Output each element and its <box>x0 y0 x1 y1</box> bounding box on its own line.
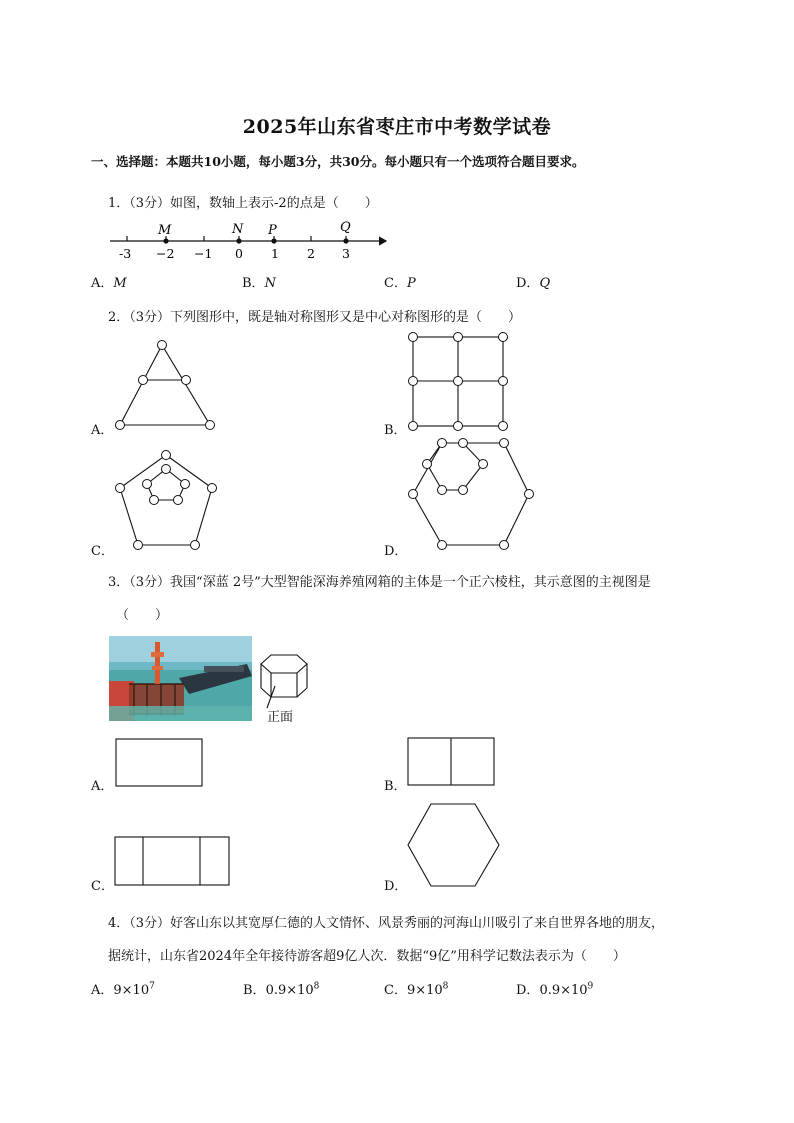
question-4-stem-line2: 据统计，山东省2024年全年接待游客超9亿人次．数据“9亿”用科学记数法表示为（ ） <box>108 949 626 964</box>
q2-figure-c <box>112 445 222 553</box>
q2-option-c[interactable]: C． <box>91 544 114 559</box>
q1-option-b[interactable]: B．N <box>242 276 276 291</box>
q3-option-c[interactable]: C． <box>91 879 114 894</box>
tick-label: −1 <box>194 246 213 261</box>
question-4-stem-line1: 4．（3分）好客山东以其宽厚仁德的人文情怀、风景秀丽的河海山川吸引了来自世界各地的朋友， <box>108 916 665 931</box>
q1-option-c[interactable]: C．P <box>384 276 416 291</box>
q2-figure-d <box>405 435 535 553</box>
q3-figure-c <box>113 835 233 890</box>
q2-option-b[interactable]: B． <box>384 423 407 438</box>
question-1-stem: 1．（3分）如图，数轴上表示-2的点是（ ） <box>108 196 378 211</box>
tick-label: 1 <box>271 246 279 261</box>
q2-figure-a <box>110 335 220 430</box>
q4-option-a[interactable]: A．$9\times 10^7$ <box>91 981 155 998</box>
q4-option-b[interactable]: B．$0.9\times 10^8$ <box>243 981 320 998</box>
tick-label: −2 <box>156 246 175 261</box>
q1-option-a[interactable]: A．M <box>91 276 127 291</box>
label-q: Q <box>340 220 351 235</box>
point-n <box>236 238 241 243</box>
q2-option-d[interactable]: D． <box>384 544 408 559</box>
q3-option-b[interactable]: B． <box>384 779 407 794</box>
q4-option-c[interactable]: C．$9\times 10^8$ <box>384 981 449 998</box>
tick-label: 3 <box>342 246 350 261</box>
page-title: 2025年山东省枣庄市中考数学试卷 <box>242 116 552 138</box>
point-q <box>343 238 348 243</box>
tick-label: 2 <box>307 246 315 261</box>
label-m: M <box>158 223 172 238</box>
q4-option-d[interactable]: D．$0.9\times 10^9$ <box>516 981 594 998</box>
tick-label: 0 <box>235 246 243 261</box>
point-p <box>271 238 276 243</box>
q2-figure-b <box>405 330 510 430</box>
q2-option-a[interactable]: A． <box>91 423 114 438</box>
point-m <box>163 238 168 243</box>
q3-figure-b <box>406 736 498 788</box>
q3-figure-d <box>404 801 504 889</box>
q1-option-d[interactable]: D．Q <box>516 276 551 291</box>
section-heading: 一、选择题：本题共10小题，每小题3分，共30分。每小题只有一个选项符合题目要求。 <box>91 154 585 169</box>
label-p: P <box>268 223 277 238</box>
question-3-stem-line2: （ ） <box>116 608 169 623</box>
number-line-figure <box>100 218 400 264</box>
deep-blue-2-photo <box>109 636 252 721</box>
q3-figure-a <box>114 737 206 789</box>
label-n: N <box>232 222 244 237</box>
q3-option-d[interactable]: D． <box>384 879 408 894</box>
tick-label: -3 <box>119 246 132 261</box>
question-2-stem: 2．（3分）下列图形中，既是轴对称图形又是中心对称图形的是（ ） <box>108 310 522 325</box>
front-view-label: 正面 <box>267 710 294 725</box>
question-3-stem-line1: 3．（3分）我国“深蓝 2号”大型智能深海养殖网箱的主体是一个正六棱柱，其示意图的主视图是 <box>108 575 651 590</box>
q3-option-a[interactable]: A． <box>91 779 114 794</box>
